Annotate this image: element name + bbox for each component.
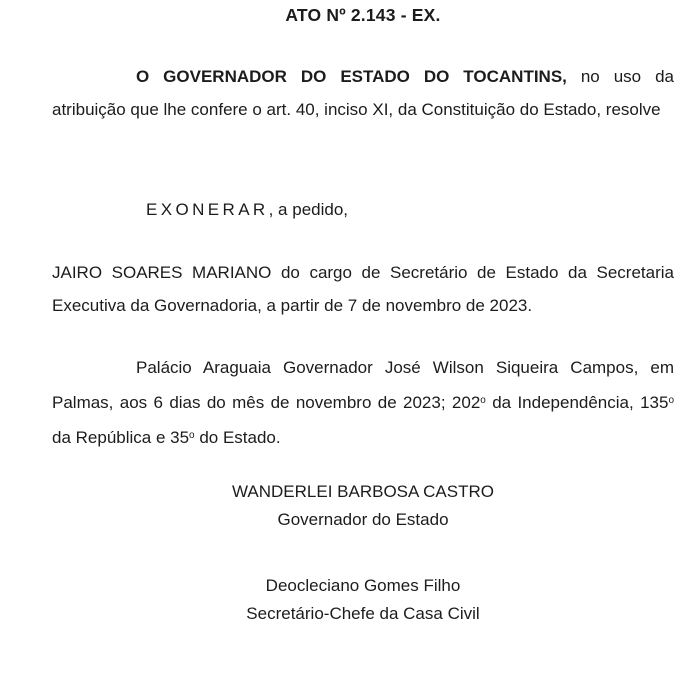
signature-governor: [52, 478, 674, 534]
place-date-paragraph: [52, 351, 674, 454]
ordinal-mark: o: [189, 430, 195, 441]
ordinal-mark: o: [480, 395, 486, 406]
signatory-role: Secretário-Chefe da Casa Civil: [246, 604, 480, 623]
governor-heading: O GOVERNADOR DO ESTADO DO TOCANTINS,: [136, 67, 567, 86]
preamble-paragraph: [52, 60, 674, 126]
act-title: ATO Nº 2.143 - EX.: [285, 5, 441, 25]
place-date-part2: da Independência, 135: [485, 393, 669, 412]
place-date-part3: da República e 35: [52, 428, 190, 447]
signature-chief-of-staff: [52, 572, 674, 628]
signatory-name: WANDERLEI BARBOSA CASTRO: [232, 482, 494, 501]
place-date-part4: do Estado.: [194, 428, 281, 447]
appointment-paragraph: JAIRO SOARES MARIANO do cargo de Secretário de Estado da Secretaria Executiva da Governadoria, a partir de 7 de novembro de 2023.: [52, 263, 674, 315]
action-verb: EXONERAR: [146, 200, 269, 219]
signatory-name: Deocleciano Gomes Filho: [265, 576, 461, 595]
ordinal-mark: o: [668, 395, 674, 406]
signatory-role: Governador do Estado: [277, 510, 449, 529]
preamble-text: no uso da atribuição que lhe confere o art. 40, inciso XI, da Constituição do Estado, resolve: [52, 67, 674, 119]
place-date-part1: Palácio Araguaia Governador José Wilson Siqueira Campos, em Palmas, aos 6 dias do mês de novembro de 2023; 202: [52, 358, 674, 412]
action-rest: , a pedido,: [268, 200, 349, 219]
action-line: [146, 193, 348, 226]
